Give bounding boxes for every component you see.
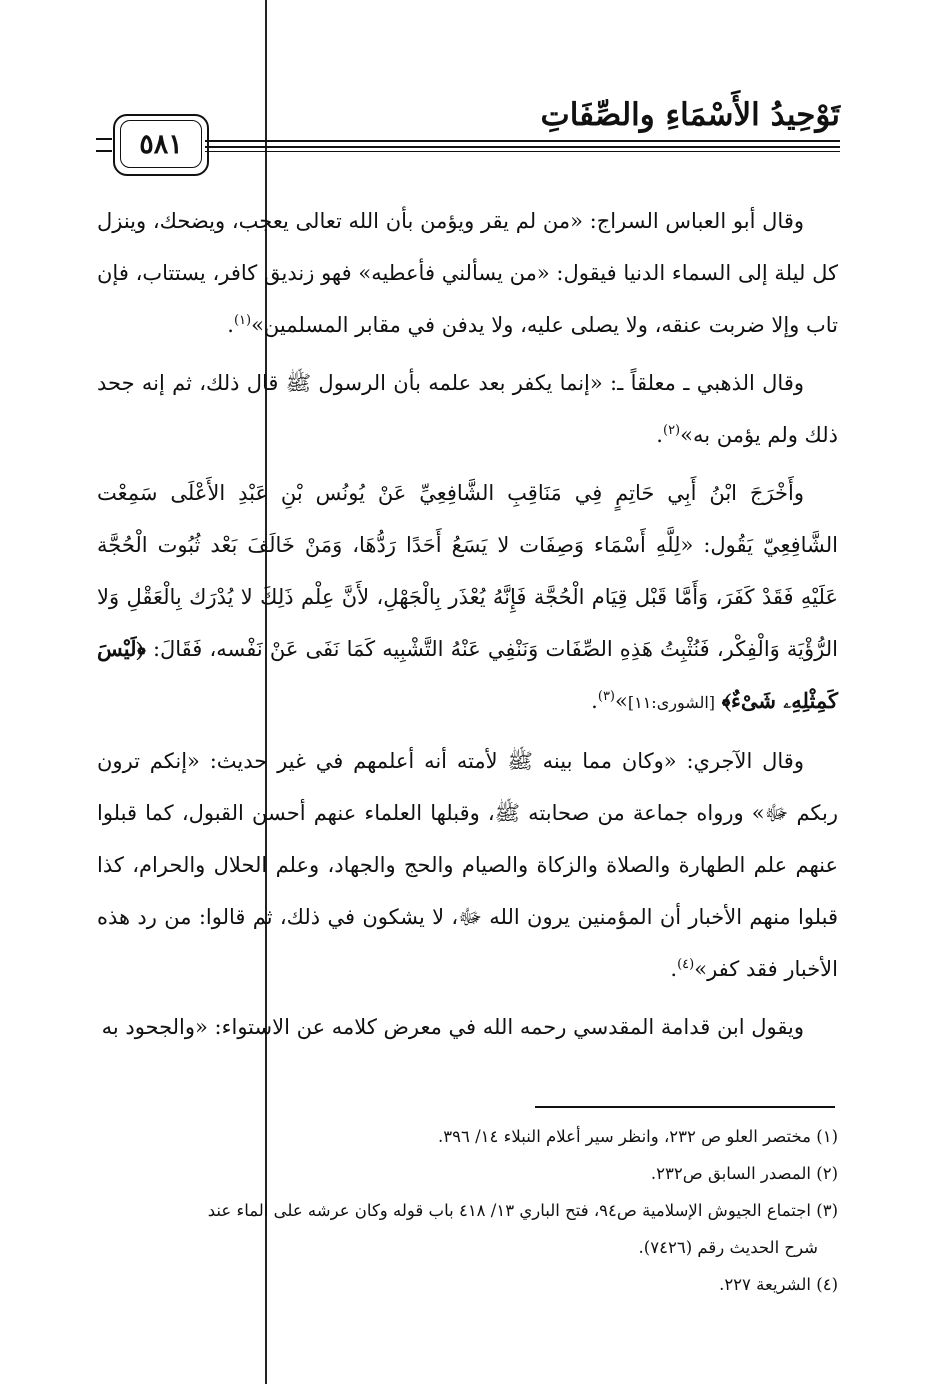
footnote-marker: (٢) [662, 423, 681, 438]
footnote [97, 1118, 838, 1155]
paragraph-text: وقال الآجري: «وكان مما بينه ﷺ لأمته أنه أعلمهم في غير حديث: «إنكم ترون ربكم ﷻ» ورواه جماعة من صحابته ﷺ، وقبلها العلماء عنهم أحسن القبول، كما قبلوا عنهم علم الطهارة والصلاة والزكاة والصيام والحج والجهاد، وعلم الحلال والحرام، كذا قبلوا منهم الأخبار أن المؤمنين يرون الله ﷻ، لا يشكون في ذلك، ثم قالوا: من رد هذه الأخبار فقد كفر» [97, 749, 838, 981]
header-rule [205, 146, 840, 148]
main-text [97, 195, 838, 1055]
paragraph: وقال الذهبي ـ معلقاً ـ: «إنما يكفر بعد علمه بأن الرسول ﷺ قال ذلك، ثم إنه جحد ذلك ولم يؤمن به»$^{(٢)}$. [97, 371, 838, 447]
paragraph: وأَخْرَجَ ابْنُ أَبِي حَاتِمٍ فِي مَنَاقِبِ الشَّافِعِيِّ عَنْ يُونُس بْنِ عَبْدِ الأَعْلَى سَمِعْت الشَّافِعِيّ يَقُول: «لِلَّهِ أَسْمَاء وَصِفَات لا يَسَعُ أَحَدًا رَدُّهَا، وَمَنْ خَالَفَ بَعْد ثُبُوت الْحُجَّة عَلَيْهِ فَقَدْ كَفَرَ، وَأَمَّا قَبْل قِيَام الْحُجَّة فَإِنَّهُ يُعْذَر بِالْجَهْلِ، لأَنَّ عِلْم ذَلِكَ لا يُدْرَك بِالْعَقْلِ وَلا الرُّؤْيَة وَالْفِكْر، فَنُثْبِتُ هَذِهِ الصِّفَات وَنَنْفِي عَنْهُ التَّشْبِيه كَمَا نَفَى عَنْ نَفْسه، فَقَالَ: ﴿لَيْسَ كَمِثْلِهِۦ شَىْءٌ﴾ [الشورى:١١]»$^{(٣)}$. [97, 481, 838, 713]
header-rule [205, 140, 840, 142]
paragraph-text: وقال الذهبي ـ معلقاً ـ: «إنما يكفر بعد علمه بأن الرسول ﷺ قال ذلك، ثم إنه جحد ذلك ولم يؤمن به» [97, 371, 838, 447]
paragraph-text: وأَخْرَجَ ابْنُ أَبِي حَاتِمٍ فِي مَنَاقِبِ الشَّافِعِيِّ عَنْ يُونُس بْنِ عَبْدِ الأَعْلَى سَمِعْت الشَّافِعِيّ يَقُول: «لِلَّهِ أَسْمَاء وَصِفَات لا يَسَعُ أَحَدًا رَدُّهَا، وَمَنْ خَالَفَ بَعْد ثُبُوت الْحُجَّة عَلَيْهِ فَقَدْ كَفَرَ، وَأَمَّا قَبْل قِيَام الْحُجَّة فَإِنَّهُ يُعْذَر بِالْجَهْلِ، لأَنَّ عِلْم ذَلِكَ لا يُدْرَك بِالْعَقْلِ وَلا الرُّؤْيَة وَالْفِكْر، فَنُثْبِتُ هَذِهِ الصِّفَات وَنَنْفِي عَنْهُ التَّشْبِيه كَمَا نَفَى عَنْ نَفْسه، فَقَالَ: [97, 481, 838, 661]
paragraph: وقال الآجري: «وكان مما بينه ﷺ لأمته أنه أعلمهم في غير حديث: «إنكم ترون ربكم ﷻ» ورواه جماعة من صحابته ﷺ، وقبلها العلماء عنهم أحسن القبول، كما قبلوا عنهم علم الطهارة والصلاة والزكاة والصيام والحج والجهاد، وعلم الحلال والحرام، كذا قبلوا منهم الأخبار أن المؤمنين يرون الله ﷻ، لا يشكون في ذلك، ثم قالوا: من رد هذه الأخبار فقد كفر»$^{(٤)}$. [97, 749, 838, 981]
footnote [97, 1155, 838, 1192]
footnotes [97, 1118, 838, 1303]
footnote-number: (١) [816, 1127, 838, 1146]
header-rule [205, 151, 840, 152]
running-title: تَوْحِيدُ الأَسْمَاءِ والصِّفَاتِ [540, 97, 840, 133]
footnote-text: الشريعة ٢٢٧. [719, 1275, 811, 1294]
footnote-number: (٣) [816, 1201, 838, 1220]
footnote-continuation: شرح الحديث رقم (٧٤٢٦). [638, 1238, 818, 1257]
footnote-rule [535, 1106, 835, 1108]
verse-reference: [الشورى:١١] [627, 693, 716, 712]
footnote-marker: (٣) [597, 689, 615, 704]
paragraph: وقال أبو العباس السراج: «من لم يقر ويؤمن بأن الله تعالى يعجب، ويضحك، وينزل كل ليلة إلى السماء الدنيا فيقول: «من يسألني فأعطيه» فهو زنديق كافر، يستتاب، فإن تاب وإلا ضربت عنقه، ولا يصلى عليه، ولا يدفن في مقابر المسلمين»$^{(١)}$. [97, 209, 838, 337]
closing-quote: » [615, 689, 628, 713]
footnote-marker: (٤) [677, 957, 695, 972]
quran-verse: ﴿لَيْسَ كَمِثْلِهِۦ شَىْءٌ﴾ [97, 636, 838, 713]
footnote-text: المصدر السابق ص٢٣٢. [650, 1164, 811, 1183]
footnote [97, 1266, 838, 1303]
footnote-text: اجتماع الجيوش الإسلامية ص٩٤، فتح الباري ١٣/ ٤١٨ باب قوله وكان عرشه على الماء عند [207, 1201, 811, 1220]
paragraph [97, 1001, 838, 1053]
paragraph-text: وقال أبو العباس السراج: «من لم يقر ويؤمن بأن الله تعالى يعجب، ويضحك، وينزل كل ليلة إلى السماء الدنيا فيقول: «من يسألني فأعطيه» فهو زنديق كافر، يستتاب، فإن تاب وإلا ضربت عنقه، ولا يصلى عليه، ولا يدفن في مقابر المسلمين» [97, 209, 838, 337]
page-number: ٥٨١ [120, 120, 202, 168]
footnote [97, 1192, 838, 1229]
footnote-number: (٤) [816, 1275, 838, 1294]
footnote-marker: (١) [233, 313, 252, 328]
footnote-number: (٢) [816, 1164, 838, 1183]
paragraph-text: ويقول ابن قدامة المقدسي رحمه الله في معرض كلامه عن الاستواء: «والجحود به [101, 1015, 804, 1039]
footnote-text: مختصر العلو ص ٢٣٢، وانظر سير أعلام النبلاء ١٤/ ٣٩٦. [437, 1127, 811, 1146]
header-ornament [96, 138, 112, 152]
